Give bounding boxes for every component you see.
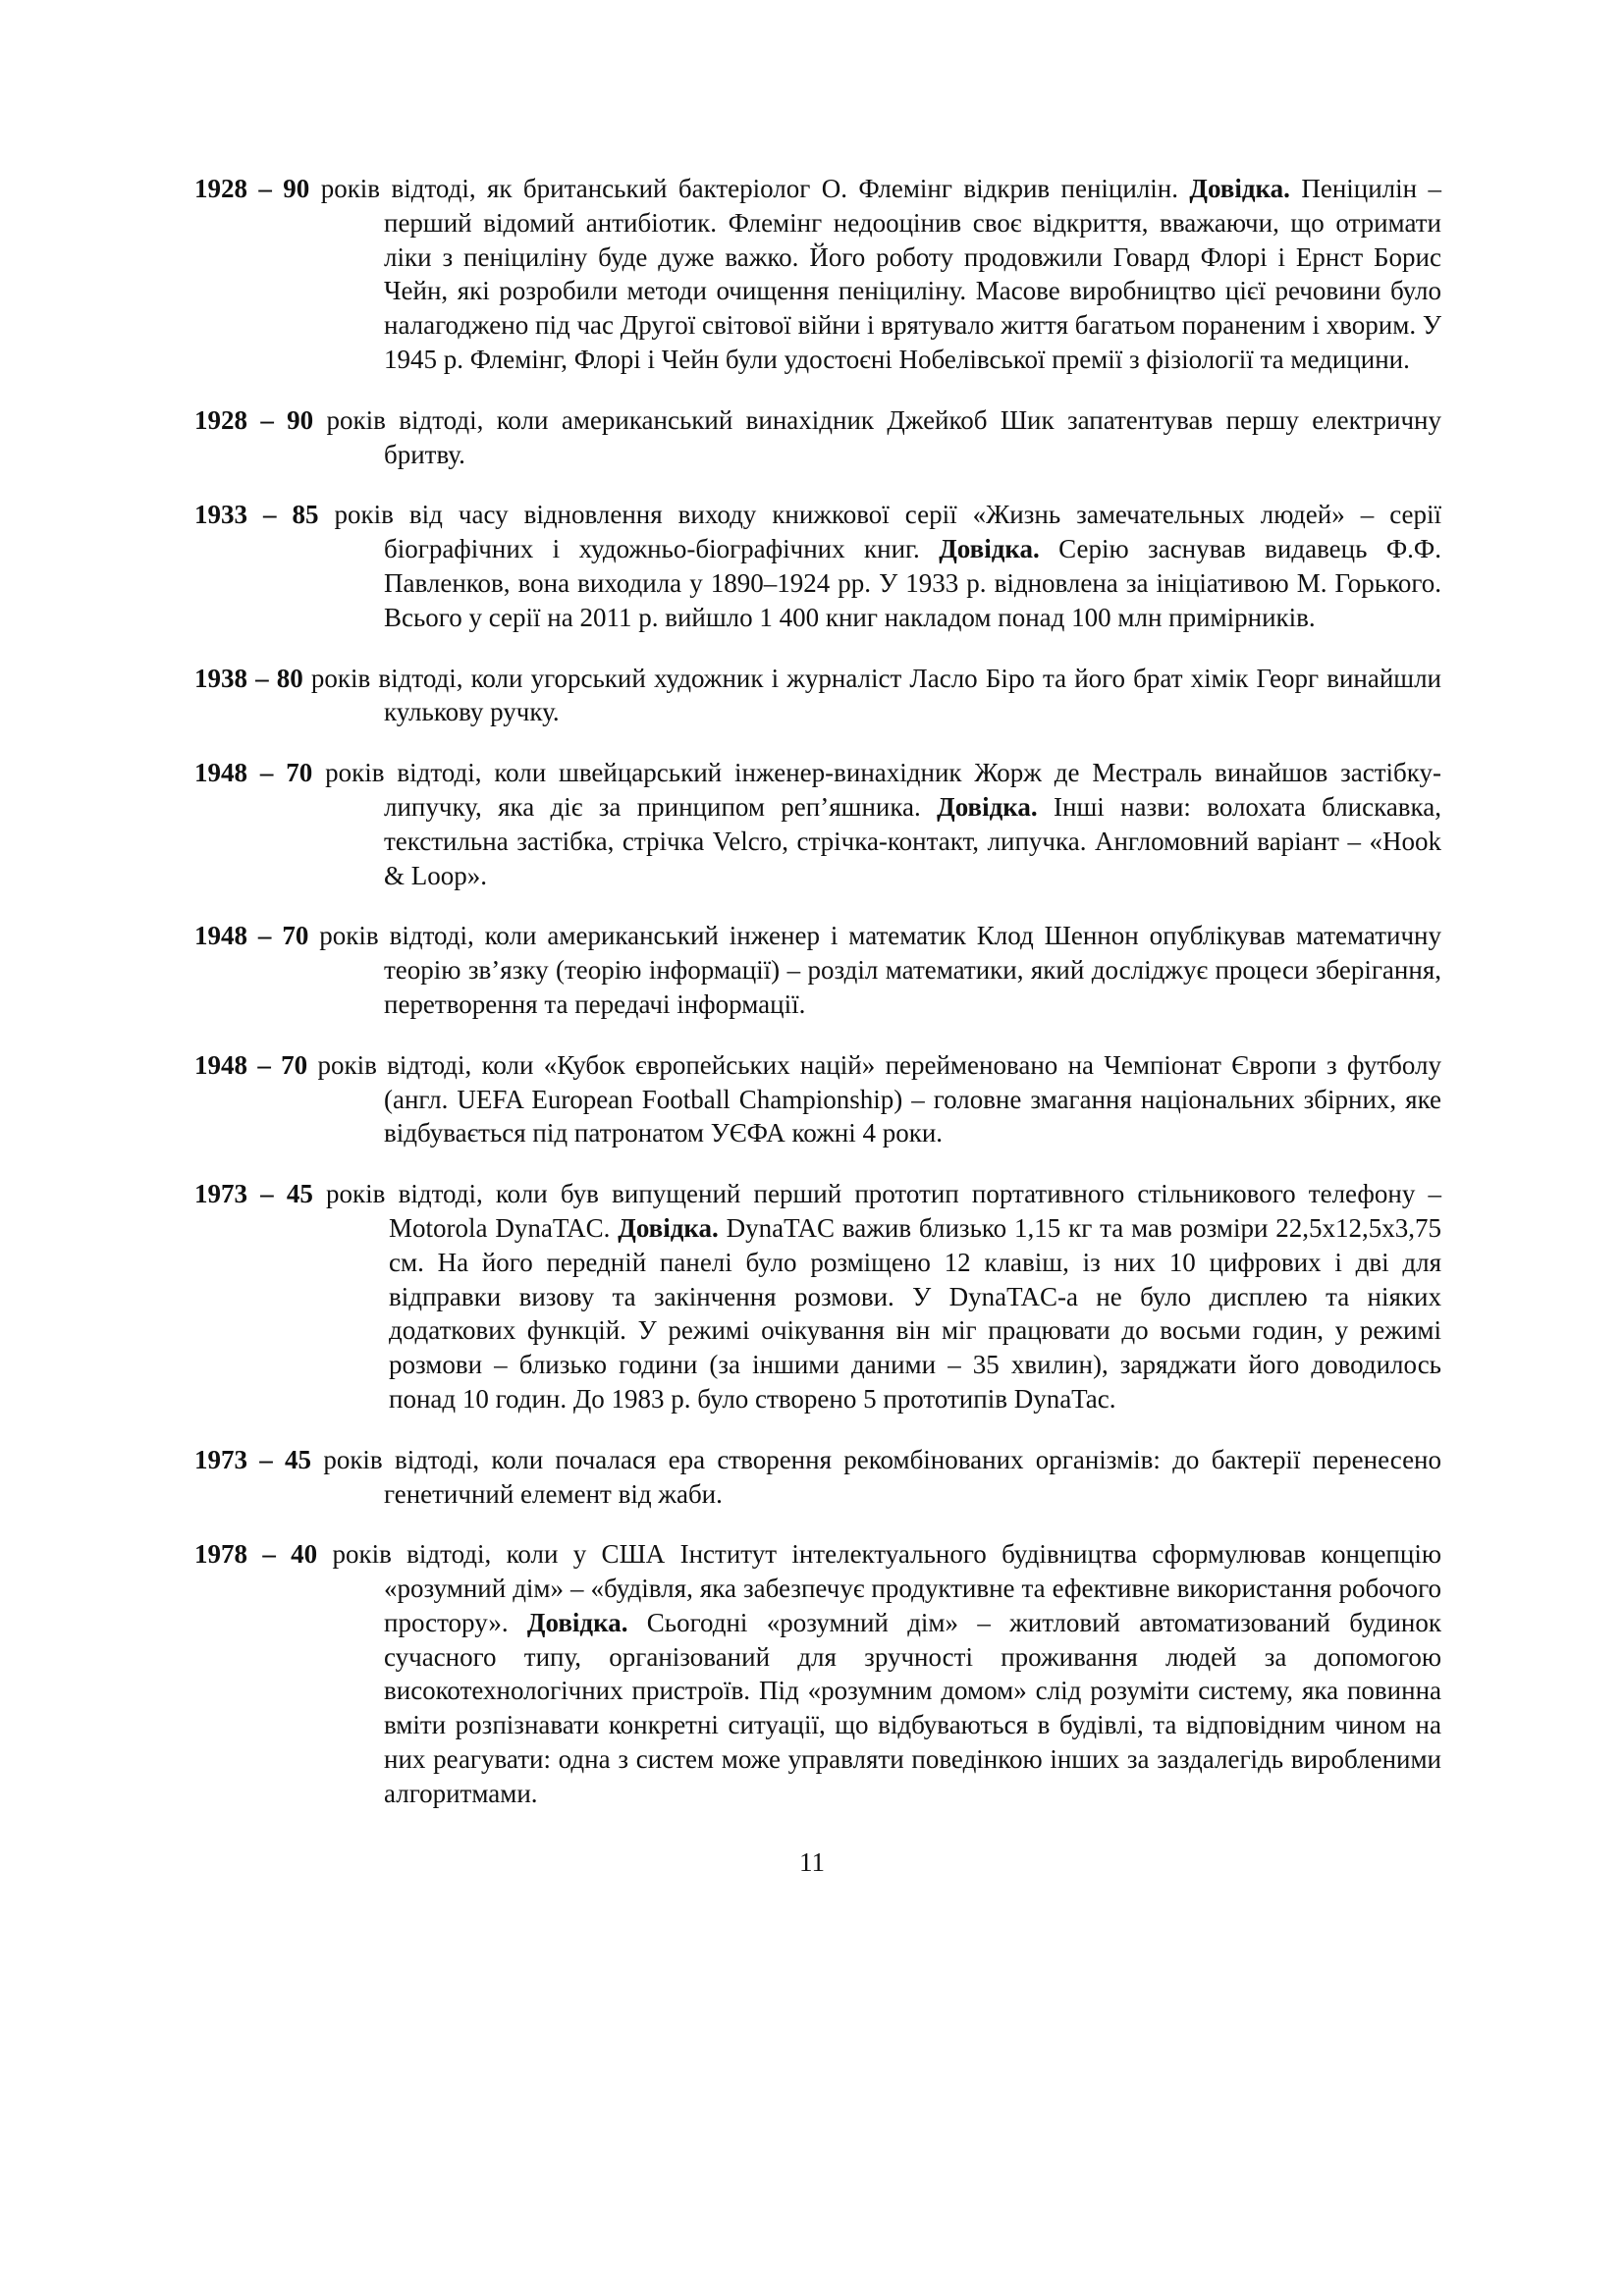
reference-label: Довідка. <box>937 791 1038 822</box>
entry-text: років відтоді, коли швейцарський інженер-винахідник Жорж де Местраль винайшов застібку-липучку, яка діє за принципом реп’яшника. <box>312 758 1442 822</box>
page-number: 11 <box>799 1847 825 1877</box>
entry-1938-ballpoint-pen <box>194 662 1441 730</box>
entry-date: 1973 – 45 <box>194 1179 313 1209</box>
reference-label: Довідка. <box>939 534 1040 564</box>
entry-1928-penicillin <box>194 172 1441 377</box>
entry-text: років відтоді, коли почалася ера створення рекомбінованих організмів: до бактерії перенесено генетичний елемент від жаби. <box>311 1444 1442 1509</box>
reference-text: DynaTAC важив близько 1,15 кг та мав розміри 22,5x12,5x3,75 см. На його передній панелі було розміщено 12 клавіш, із них 10 цифрових і дві для відправки визову та закінчення розмови. У DynaTAC-а не було дисплею та ніяких додаткових функцій. У режимі очікування він міг працювати до восьми годин, у режимі розмови – близько години (за іншими даними – 35 хвилин), заряджати його доводилось понад 10 годин. До 1983 р. було створено 5 прототипів DynaTac. <box>389 1212 1441 1414</box>
entry-date: 1933 – 85 <box>194 500 319 530</box>
entry-text: років відтоді, коли «Кубок європейських націй» перейменовано на Чемпіонат Європи з футболу (англ. UEFA European Football Championship) – головне змагання національних збірних, яке відбувається під патронатом УЄФА кожні 4 роки. <box>307 1049 1442 1148</box>
entry-1948-information-theory <box>194 919 1441 1021</box>
entry-date: 1938 – 80 <box>194 663 303 693</box>
entry-1933-book-series <box>194 498 1441 634</box>
entry-date: 1928 – 90 <box>194 404 314 435</box>
entry-date: 1948 – 70 <box>194 1049 308 1080</box>
entry-text: років від часу відновлення виходу книжкової серії «Жизнь замечательных людей» – серії біографічних і художньо-біографічних книг. <box>318 500 1442 564</box>
reference-label: Довідка. <box>1189 174 1290 203</box>
reference-label: Довідка. <box>526 1607 628 1637</box>
entry-date: 1973 – 45 <box>194 1444 312 1474</box>
reference-text: Серію заснував видавець Ф.Ф. Павленков, вона виходила у 1890–1924 рр. У 1933 р. відновлена за ініціативою М. Горького. Всього у серії на 2011 р. вийшло 1 400 книг накладом понад 100 млн примірників. <box>384 534 1441 632</box>
entry-1973-dynatac <box>194 1177 1441 1416</box>
reference-text: Сьогодні «розумний дім» – житловий автоматизований будинок сучасного типу, організований для зручності проживання людей за допомогою високотехнологічних пристроїв. Під «розумним домом» слід розуміти систему, яка повинна вміти розпізнавати конкретні ситуації, що відбуваються в будівлі, та відповідним чином на них реагувати: одна з систем може управляти поведінкою інших за заздалегідь виробленими алгоритмами. <box>384 1607 1441 1808</box>
reference-text: Пеніцилін – перший відомий антибіотик. Флемінг недооцінив своє відкриття, вважаючи, що отримати ліки з пеніциліну буде дуже важко. Його роботу продовжили Говард Флорі і Ернст Борис Чейн, які розробили методи очищення пеніциліну. Масове виробництво цієї речовини було налагоджено під час Другої світової війни і врятувало життя багатьом пораненим і хворим. У 1945 р. Флемінг, Флорі і Чейн були удостоєні Нобелівської премії з фізіології та медицини. <box>384 174 1441 374</box>
entry-text: років відтоді, як британський бактеріолог О. Флемінг відкрив пеніцилін. <box>309 174 1190 203</box>
entry-date: 1928 – 90 <box>194 174 310 203</box>
entry-text: років відтоді, коли американський інженер і математик Клод Шеннон опублікував математичну теорію зв’язку (теорію інформації) – розділ математики, який досліджує процеси зберігання, перетворення та передачі інформації. <box>308 921 1441 1019</box>
reference-text: Інші назви: волохата блискавка, текстильна застібка, стрічка Velcro, стрічка-контакт, липучка. Англомовний варіант – «Hook & Loop». <box>384 791 1441 890</box>
entry-1948-velcro <box>194 756 1441 892</box>
entry-1928-electric-razor <box>194 403 1441 472</box>
entry-text: років відтоді, коли угорський художник і журналіст Ласло Біро та його брат хімік Георг винайшли кулькову ручку. <box>302 663 1441 727</box>
entry-text: років відтоді, коли американський винахідник Джейкоб Шик запатентував першу електричну бритву. <box>313 404 1441 469</box>
entry-date: 1978 – 40 <box>194 1539 318 1570</box>
entry-text: років відтоді, коли був випущений перший прототип портативного стільникового телефону – Motorola DynaTAC. <box>312 1179 1441 1243</box>
entry-date: 1948 – 70 <box>194 921 309 951</box>
entry-date: 1948 – 70 <box>194 758 313 788</box>
document-page <box>194 145 1441 1823</box>
entry-1978-smart-home <box>194 1537 1441 1810</box>
reference-label: Довідка. <box>618 1212 719 1243</box>
entry-1948-euro-championship <box>194 1048 1441 1150</box>
entry-text: років відтоді, коли у США Інститут інтелектуального будівництва сформулював концепцію «розумний дім» – «будівля, яка забезпечує продуктивне та ефективне використання робочого простору». <box>317 1539 1442 1637</box>
entry-1973-recombinant-organisms <box>194 1443 1441 1512</box>
